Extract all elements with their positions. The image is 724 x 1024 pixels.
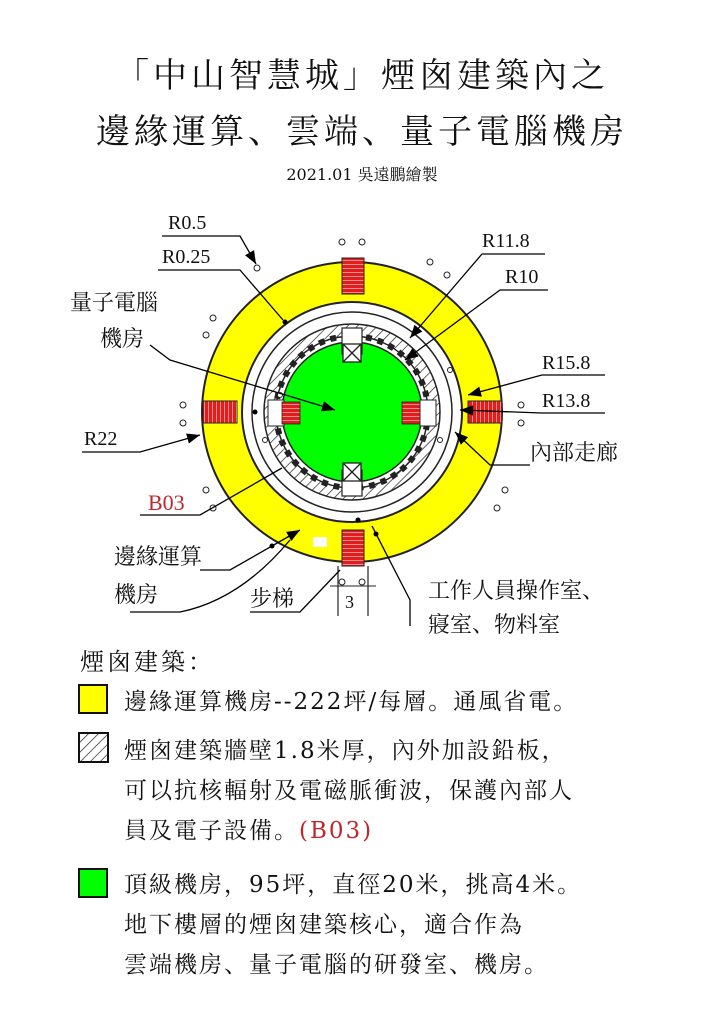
legend-item-2-line3-text: 員及電子設備。 [124,818,299,844]
label-r13-8: R13.8 [542,390,591,412]
green-core [282,342,422,482]
label-r0-5: R0.5 [168,212,207,234]
label-stair-number: 3 [345,592,354,612]
legend-item-2-suffix: (B03) [299,818,374,844]
label-r10: R10 [505,266,539,288]
label-stairs: 步梯 [250,587,295,612]
label-quantum-line1: 量子電腦 [70,291,159,316]
legend-item-3-line3: 雲端機房、量子電腦的研發室、機房。 [124,952,549,978]
label-r11-8: R11.8 [482,230,530,252]
label-edge-line1: 邊緣運算 [114,545,203,570]
label-corridor: 內部走廊 [530,441,619,466]
label-r0-25: R0.25 [162,246,211,268]
title-line-2: 邊緣運算、雲端、量子電腦機房 [96,112,628,152]
label-edge-line2: 機房 [114,583,159,608]
stair-bottom [342,530,364,566]
legend-item-1-line1: 邊緣運算機房--222坪/每層。通風省電。 [124,689,579,715]
label-staff-line1: 工作人員操作室、 [428,579,605,604]
legend-title: 煙囪建築： [80,648,215,676]
legend-item-3-line2: 地下樓層的煙囪建築核心，適合作為 [124,912,524,938]
legend-item-2-line3 [124,812,373,845]
stair-left [203,401,237,423]
shaft-top-icon [343,344,361,362]
label-quantum-line2: 機房 [100,327,145,352]
stair-top [342,258,364,294]
title-line-1: 「中山智慧城」煙囪建築內之 [115,56,609,96]
label-r15-8: R15.8 [542,352,591,374]
legend-item-2-line1: 煙囪建築牆壁1.8米厚，內外加設鉛板， [124,738,567,764]
legend-swatch-yellow [78,684,108,714]
label-r22: R22 [84,428,118,450]
label-b03: B03 [148,490,185,515]
subtitle: 2021.01 吳遠鵬繪製 [286,165,438,184]
label-staff-line2: 寢室、物料室 [428,613,561,638]
legend-item-3-line1: 頂級機房，95坪，直徑20米，挑高4米。 [124,872,583,898]
legend-swatch-green [78,868,108,898]
shaft-bottom-icon [343,463,361,481]
legend-item-2-line2: 可以抗核輻射及電磁脈衝波，保護內部人 [124,778,574,804]
